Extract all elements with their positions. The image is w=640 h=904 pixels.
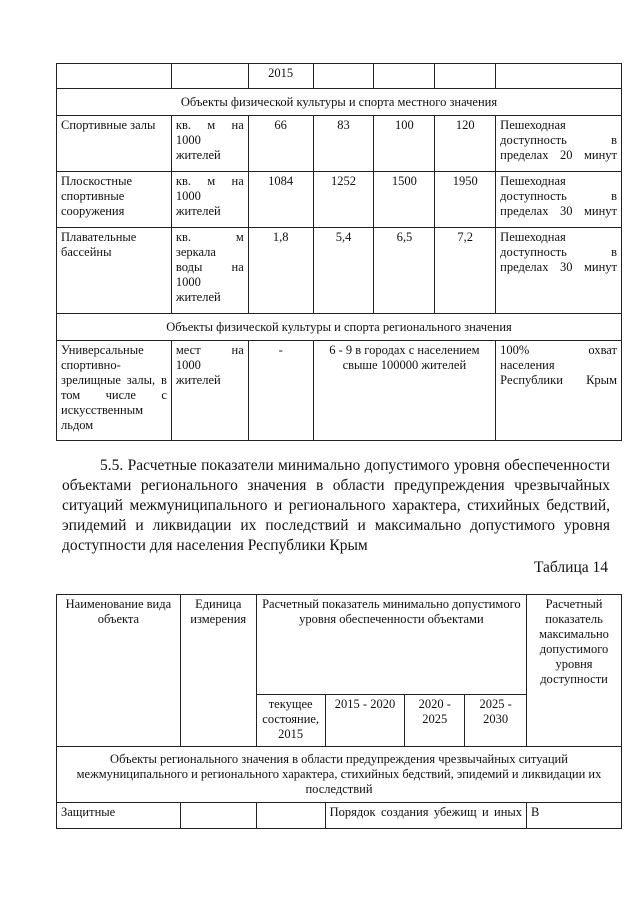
header-2025: 2020 - 2025 [405,695,465,747]
emergency-objects-table [56,594,622,829]
value-2015: 1084 [248,172,313,228]
section-local-title: Объекты физической культуры и спорта местного значения [57,89,622,116]
facility-access: Пешеходная доступность в пределах 30 минут [496,172,622,228]
facility-name: Плоскостные спортивные сооружения [57,172,172,228]
section-row [57,314,622,341]
table-row [57,803,622,829]
facility-unit: кв. м зеркала воды на 1000 жителей [171,228,248,314]
year-cell: 2015 [248,64,313,89]
section-emergency-title: Объекты регионального значения в области предупреждения чрезвычайных ситуаций межмуниципального и регионального характера, стихийных бедствий, эпидемий и ликвидации их последствий [57,747,622,803]
table-row [57,172,622,228]
section-heading: 5.5. Расчетные показатели минимально допустимого уровня обеспеченности объектами регионального значения в области предупреждения чрезвычайных ситуаций межмуниципального и регионального характера, стихийных бедствий, эпидемий и ликвидации их последствий и максимально допустимого уровня доступности для населения Республики Крым [62,457,610,554]
table-row [57,228,622,314]
value-merged: 6 - 9 в городах с населением свыше 100000 жителей [313,341,496,441]
value-2020: 83 [313,116,374,172]
value-2030: 120 [435,116,496,172]
header-object-type: Наименование вида объекта [57,595,181,747]
value-2020: 5,4 [313,228,374,314]
value-2015: 66 [248,116,313,172]
table-row [57,64,622,89]
facility-name: Плавательные бассейны [57,228,172,314]
section-regional-title: Объекты физической культуры и спорта регионального значения [57,314,622,341]
facility-name: Универсальные спортивно-зрелищные залы, в том числе с искусственным льдом [57,341,172,441]
header-unit: Единица измерения [180,595,256,747]
value-2030: 1950 [435,172,496,228]
section-row [57,747,622,803]
value-2020: 1252 [313,172,374,228]
value-2025: 1500 [374,172,435,228]
object-merged: Порядок создания убежищ и иных [325,803,526,829]
sports-facilities-table [56,63,622,441]
header-2020: 2015 - 2020 [325,695,405,747]
object-access: В [527,803,622,829]
header-current: текущее состояние, 2015 [256,695,325,747]
value-2015: - [248,341,313,441]
header-provision: Расчетный показатель минимально допустимого уровня обеспеченности объектами [256,595,526,695]
object-name: Защитные [57,803,181,829]
value-2030: 7,2 [435,228,496,314]
header-row [57,595,622,695]
facility-name: Спортивные залы [57,116,172,172]
table-row [57,116,622,172]
section-row [57,89,622,116]
facility-unit: кв. м на 1000 жителей [171,116,248,172]
facility-access: Пешеходная доступность в пределах 30 минут [496,228,622,314]
table-row [57,341,622,441]
header-accessibility: Расчетный показатель максимально допустимого уровня доступности [527,595,622,747]
table-caption: Таблица 14 [533,559,608,576]
header-2030: 2025 - 2030 [465,695,527,747]
value-2015: 1,8 [248,228,313,314]
value-2025: 6,5 [374,228,435,314]
facility-unit: мест на 1000 жителей [171,341,248,441]
facility-access: Пешеходная доступность в пределах 20 минут [496,116,622,172]
facility-access: 100% охват населения Республики Крым [496,341,622,441]
facility-unit: кв. м на 1000 жителей [171,172,248,228]
value-2025: 100 [374,116,435,172]
